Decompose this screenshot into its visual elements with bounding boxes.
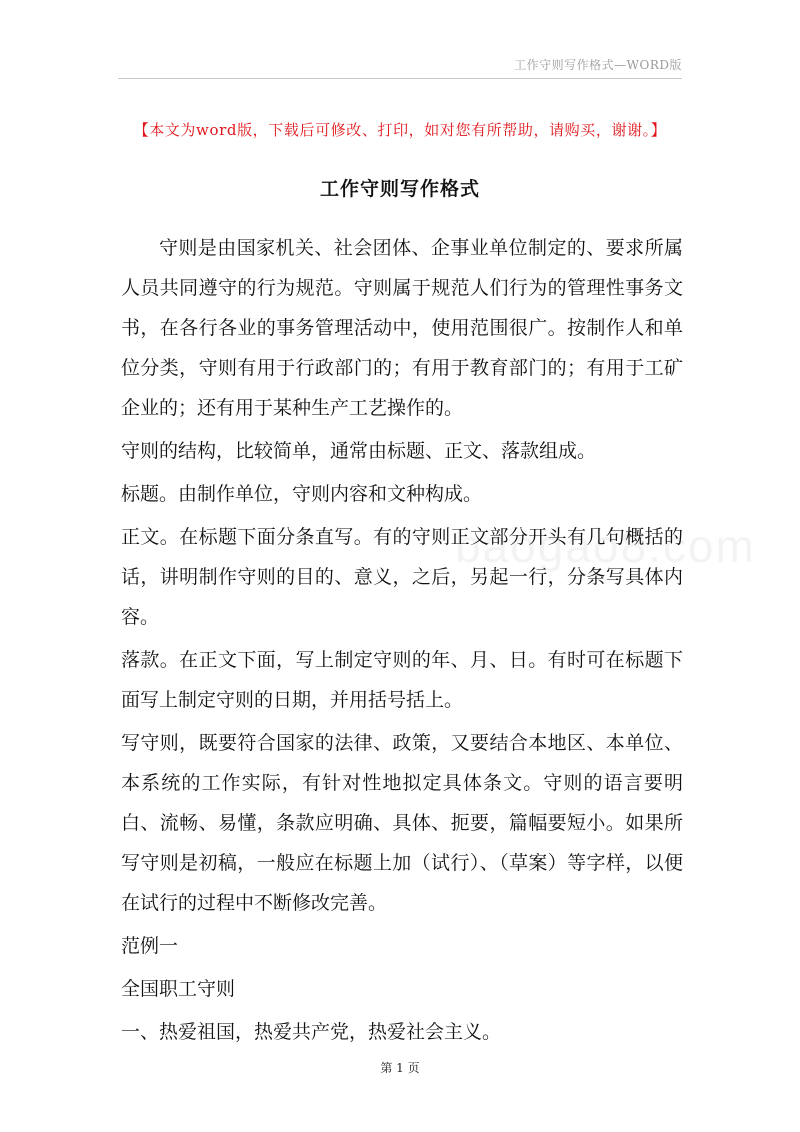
paragraph-example-item-1: 一、热爱祖国，热爱共产党，热爱社会主义。 <box>121 1021 502 1043</box>
purchase-notice: 【本文为word版，下载后可修改、打印，如对您有所帮助，请购买，谢谢。】 <box>133 121 667 139</box>
paragraph-writing-guide: 写守则，既要符合国家的法律、政策，又要结合本地区、本单位、本系统的工作实际，有针对性地拟定具体条文。守则的语言要明白、流畅、易懂，条款应明确、具体、扼要，篇幅要短小。如果所写守则是初稿，一般应在标题上加（试行）、（草案）等字样，以便在试行的过程中不断修改完善。 <box>121 732 683 914</box>
document-body <box>121 228 683 1055</box>
paragraph-structure: 守则的结构，比较简单，通常由标题、正文、落款组成。 <box>121 440 597 462</box>
paragraph-title-part: 标题。由制作单位，守则内容和文种构成。 <box>121 483 483 505</box>
paragraph-body-part: 正文。在标题下面分条直写。有的守则正文部分开头有几句概括的话，讲明制作守则的目的、意义，之后，另起一行，分条写具体内容。 <box>121 526 683 628</box>
page-number: 第 1 页 <box>380 1061 420 1075</box>
running-header: 工作守则写作格式—WORD版 <box>514 58 682 72</box>
header-divider <box>118 78 682 79</box>
paragraph-signature-part: 落款。在正文下面，写上制定守则的年、月、日。有时可在标题下面写上制定守则的日期，并用括号括上。 <box>121 649 683 711</box>
document-title: 工作守则写作格式 <box>319 178 480 200</box>
paragraph-example-heading: 范例一 <box>121 935 179 957</box>
paragraph-intro: 守则是由国家机关、社会团体、企事业单位制定的、要求所属人员共同遵守的行为规范。守则属于规范人们行为的管理性事务文书，在各行各业的事务管理活动中，使用范围很广。按制作人和单位分类，守则有用于行政部门的；有用于教育部门的；有用于工矿企业的；还有用于某种生产工艺操作的。 <box>121 237 683 419</box>
paragraph-example-title: 全国职工守则 <box>121 978 236 1000</box>
